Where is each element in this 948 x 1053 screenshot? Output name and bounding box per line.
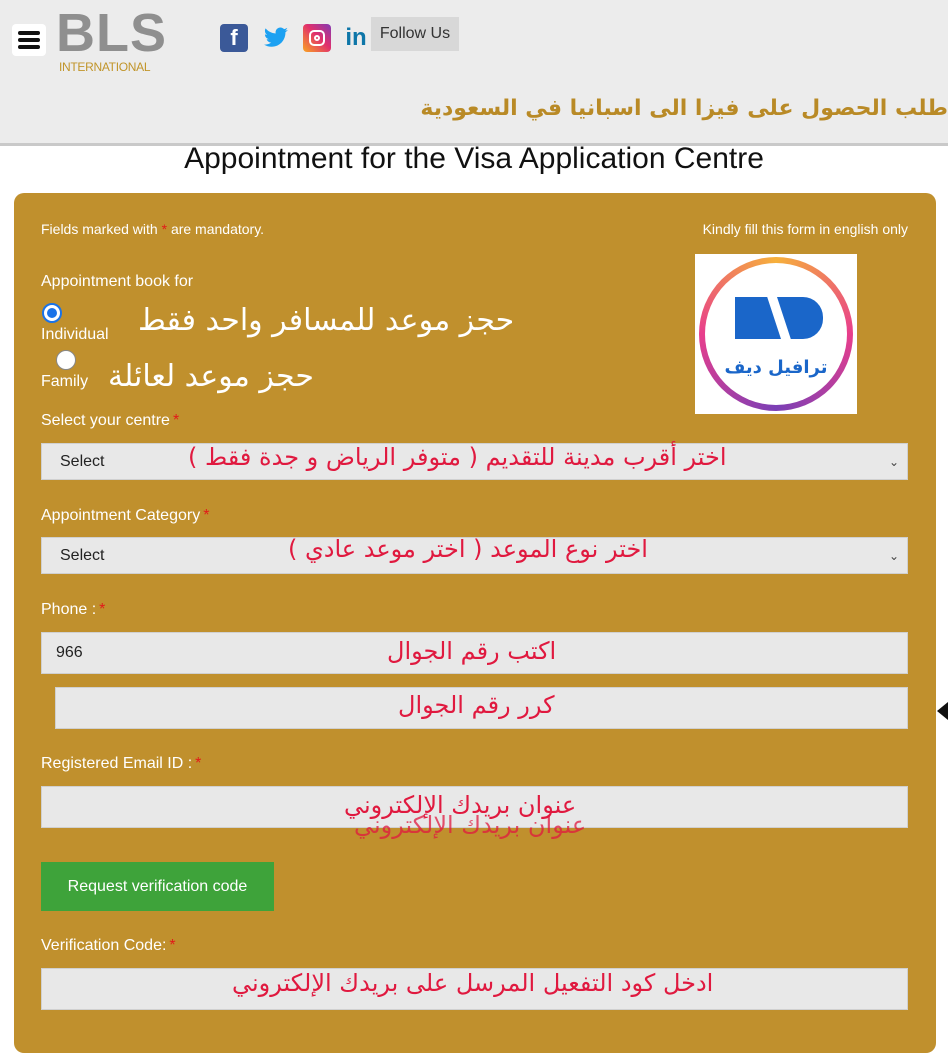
mandatory-suffix: are mandatory.: [170, 221, 265, 237]
linkedin-icon[interactable]: in: [345, 24, 367, 51]
required-star: *: [99, 601, 106, 618]
logo-main-text: BLS: [56, 3, 167, 63]
chevron-down-icon: ⌄: [888, 548, 899, 563]
email-label-text: Registered Email ID :: [41, 755, 193, 772]
instagram-icon[interactable]: [303, 24, 331, 52]
phone-input-value: 966: [56, 644, 83, 661]
site-header: [0, 0, 948, 146]
travel-dev-logo: [695, 254, 857, 414]
centre-label-text: Select your centre: [41, 412, 170, 429]
page-title: Appointment for the Visa Application Centre: [184, 142, 764, 175]
email-label: [41, 755, 201, 773]
family-overlay-note: حجز موعد لعائلة: [108, 359, 314, 394]
required-star: *: [161, 221, 168, 237]
centre-overlay-note: اختر أقرب مدينة للتقديم ( متوفر الرياض و جدة فقط ): [188, 443, 727, 471]
radio-family[interactable]: [56, 350, 76, 370]
follow-us-label[interactable]: Follow Us: [371, 17, 459, 51]
brand-text: ترافيل ديف: [724, 357, 828, 378]
chevron-left-icon[interactable]: [937, 702, 948, 720]
required-star: *: [172, 412, 180, 429]
chevron-down-icon: ⌄: [888, 454, 899, 469]
radio-family-label[interactable]: Family: [41, 373, 89, 390]
arabic-header-title: طلب الحصول على فيزا الى اسبانيا في السعودية: [420, 96, 948, 121]
verification-overlay-note: ادخل كود التفعيل المرسل على بريدك الإلكتروني: [232, 969, 714, 997]
appointment-form: [14, 193, 936, 1053]
phone-label: [41, 601, 105, 619]
logo-sub-text: INTERNATIONAL: [59, 60, 151, 74]
twitter-icon[interactable]: [262, 24, 290, 52]
category-select-value: Select: [60, 546, 105, 564]
english-only-note: Kindly fill this form in english only: [702, 221, 908, 237]
category-label-text: Appointment Category: [41, 507, 201, 524]
email-overlay-note: عنوان بريدك الإلكتروني: [344, 791, 577, 819]
phone-label-text: Phone :: [41, 601, 97, 618]
phone-confirm-overlay-note: كرر رقم الجوال: [398, 691, 555, 719]
bls-logo[interactable]: [56, 3, 174, 76]
category-label: [41, 507, 209, 525]
centre-select-value: Select: [60, 452, 105, 470]
category-overlay-note: اختر نوع الموعد ( اختر موعد عادي ): [288, 535, 648, 563]
verification-label-text: Verification Code:: [41, 937, 167, 954]
required-star: *: [169, 937, 176, 954]
email-overlay-echo: عنوان بريدك الإلكتروني: [354, 811, 587, 839]
mandatory-note: [41, 221, 264, 237]
verification-label: [41, 937, 176, 955]
mandatory-prefix: Fields marked with: [41, 221, 158, 237]
required-star: *: [195, 755, 202, 772]
individual-overlay-note: حجز موعد للمسافر واحد فقط: [138, 303, 515, 338]
facebook-icon[interactable]: f: [220, 24, 248, 52]
request-verification-button[interactable]: Request verification code: [41, 862, 274, 911]
required-star: *: [203, 507, 210, 524]
centre-label: [41, 412, 179, 430]
appointment-for-label: Appointment book for: [41, 273, 194, 290]
phone-overlay-note: اكتب رقم الجوال: [387, 637, 557, 665]
menu-icon[interactable]: [12, 24, 46, 56]
radio-individual[interactable]: [42, 303, 62, 323]
radio-individual-label[interactable]: Individual: [41, 326, 109, 343]
